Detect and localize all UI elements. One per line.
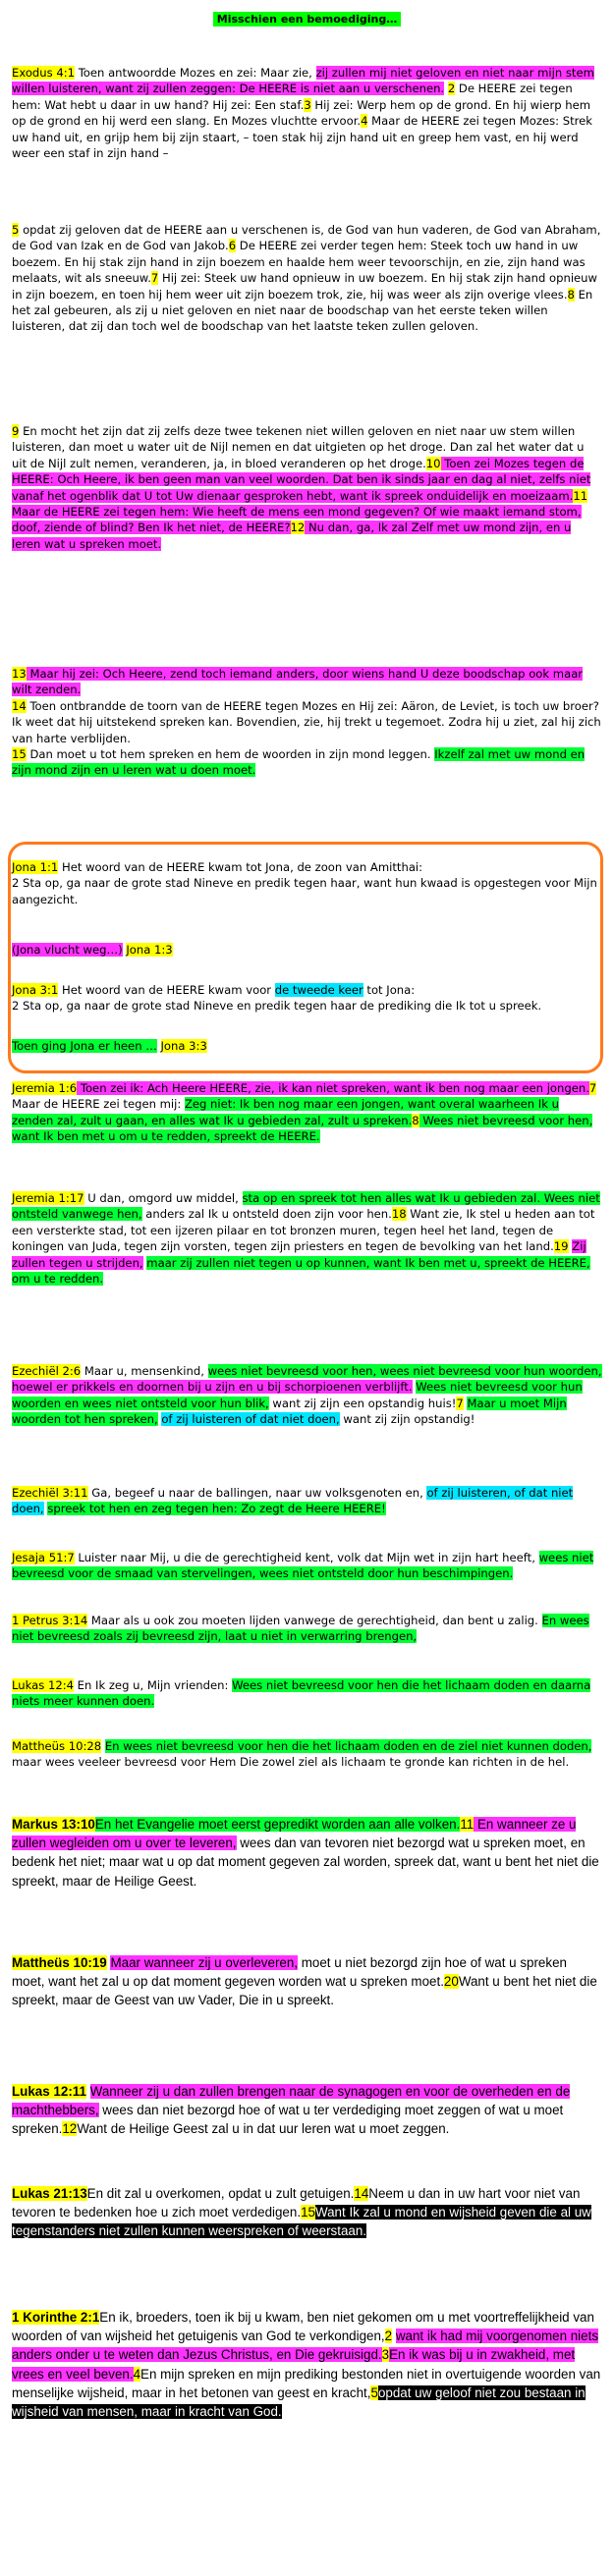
verse-text: En Ik zeg u, Mijn vrienden: [73,1678,233,1692]
highlighted-text: Wees niet bevreesd voor hen die het lichaam doden en daarna niets meer kunnen doen. [12,1678,591,1709]
highlighted-text: Maar wanneer zij u overleveren, [110,1955,299,1970]
highlighted-text: 12 [62,2121,78,2137]
verse-text: 2 Sta op, ga naar de grote stad Nineve en predik tegen haar, want hun kwaad is opgestegen voor Mijn aangezicht. [12,876,597,906]
highlighted-text: Jeremia 1:6 [12,1081,78,1095]
highlighted-text: 1 Korinthe 2:1 [12,2310,100,2325]
highlighted-text: sta op en spreek tot hen alles wat Ik u gebieden zal. Wees niet ontsteld vanwege hen, [12,1191,600,1222]
highlighted-text: 4 [133,2366,141,2382]
highlighted-text: wees niet bevreesd voor de smaad van stervelingen, wees niet ontsteld door hun beschimpingen. [12,1551,594,1581]
highlighted-text: 15 [12,747,27,762]
verse-block [12,1815,602,1891]
verse-block [12,1677,602,1710]
verse-text: maar wees veeleer bevreesd voor Hem Die zowel ziel als lichaam te gronde kan richten in de hel. [12,1755,570,1770]
verse-text: Want zie, Ik stel u heden aan tot een versterkte stad, tot een ijzeren pilaar en tot bronzen muren, tegen heel het land, tegen de koningen van Juda, tegen zijn vorsten, tegen zijn priesters en tegen de bevolking van het land. [12,1207,595,1254]
highlighted-text: Zeg niet: Ik ben nog maar een jongen, want overal waarheen Ik u zenden zal, zult u gaan, en alles wat Ik u gebieden zal, zult u spreken. [12,1097,559,1127]
highlighted-text: 7 [456,1396,464,1410]
highlighted-text: 14 [12,698,27,713]
page-title: Misschien een bemoediging… [213,12,401,27]
highlighted-text: 4 [361,114,368,129]
verse-text: Maar de HEERE zei tegen mij: [12,1097,185,1112]
highlighted-text: Maar hij zei: Och Heere, zend toch iemand anders, door wiens hand U deze boodschap ook maar wilt zenden. [12,667,584,697]
highlighted-text: 20 [443,1974,459,1990]
highlighted-text: 11 [573,488,588,503]
highlighted-text: Jona 1:1 [12,860,59,874]
verse-text: Toen ontbrandde de toorn van de HEERE tegen Mozes en Hij zei: Aäron, de Leviet, is toch uw broer? Ik weet dat hij uitstekend spreken kan. Bovendien, zie, hij trekt u tegemoet. Zodra hij u ziet, zal hij zich van harte verblijden. [12,698,601,745]
verse-block [12,666,602,779]
highlighted-text: zij zullen mij niet geloven en niet naar mijn stem willen luisteren, want zij zullen zeggen: De HEERE is niet aan u verschenen. [12,66,594,96]
verse-block [12,423,602,552]
verse-block [12,982,602,1014]
verse-text: want zij zijn opstandig! [339,1412,475,1427]
highlighted-text: 2 [447,82,456,96]
highlighted-text: 7 [150,271,159,286]
highlighted-text: Lukas 12:4 [12,1678,74,1692]
verse-text: En ik, broeders, toen ik bij u kwam, ben niet gekomen om u met voortreffelijkheid van woorden of van wijsheid het getuigenis van God te verkondigen, [12,2310,594,2344]
verse-text: Toen antwoordde Mozes en zei: Maar zie, [75,66,316,80]
verse-text: U dan, omgord uw middel, [84,1191,243,1205]
highlighted-text: Toen zei ik: Ach Heere HEERE, zie, ik kan niet spreken, want ik ben nog maar een jongen. [77,1081,589,1095]
verse-text: En mijn spreken en mijn prediking bestonden niet in overtuigende woorden van menselijke wijsheid, maar in het betonen van geest en kracht, [12,2366,601,2400]
highlighted-text: de tweede keer [274,983,363,997]
highlighted-text: want ik had mij voorgenomen niets anders onder u te weten dan Jezus Christus, en Die gekruisigd. [12,2329,599,2363]
verse-text: 2 Sta op, ga naar de grote stad Nineve en predik tegen haar de prediking die Ik tot u spreek. [12,999,542,1014]
verse-text: want zij zijn een opstandig huis! [268,1396,457,1410]
highlighted-text: 5 [370,2384,378,2400]
highlighted-text: Wees niet bevreesd voor hen, want Ik ben met u om u te redden, spreekt de HEERE. [12,1113,593,1144]
verse-text: Want de Heilige Geest zal u in dat uur leren wat u moet zeggen. [77,2121,450,2137]
highlighted-text: Markus 13:10 [12,1817,95,1832]
verse-block [12,1738,602,1771]
highlighted-text: Toen zei Mozes tegen de HEERE: Och Heere, ik ben geen man van veel woorden. Dat ben ik sinds jaar en dag al niet, zelfs niet vanaf het ogenblik dat U tot Uw dienaar gesproken hebt, want ik spreek onduidelijk en moeizaam. [12,456,591,503]
verse-block [12,1613,602,1645]
highlighted-text: 8 [567,287,575,301]
highlighted-text: hoewel er prikkels en doornen bij u zijn en u bij schorpioenen verblijft. [12,1380,413,1395]
highlighted-text: Jona 1:3 [126,943,173,957]
highlighted-text: 12 [290,521,306,535]
highlighted-text: En wees niet bevreesd zoals zij bevreesd zijn, laat u niet in verwarring brengen, [12,1614,589,1644]
verse-text: Ga, begeef u naar de ballingen, naar uw volksgenoten en, [87,1486,427,1500]
highlighted-text: 3 [304,97,311,112]
verse-text: Het woord van de HEERE kwam voor [58,983,275,997]
highlighted-text: Jesaja 51:7 [12,1551,75,1564]
title-row [12,0,602,41]
highlighted-text: 5 [12,223,20,237]
highlighted-text: Lukas 21:13 [12,2186,87,2201]
highlighted-text: spreek tot hen en zeg tegen hen: Zo zegt de Heere HEERE! [47,1502,386,1516]
verse-text: Dan moet u tot hem spreken en hem de woorden in zijn mond leggen. [26,747,435,762]
highlighted-text: Mattheüs 10:28 [12,1739,102,1753]
verse-block [12,65,602,161]
verse-text: Maar als u ook zou moeten lijden vanwege de gerechtigheid, dan bent u zalig. [87,1614,542,1627]
verse-block [12,1363,602,1428]
highlighted-text: 8 [412,1113,419,1127]
highlighted-text: Mattheüs 10:19 [12,1955,107,1970]
highlighted-text: Want Ik zal u mond en wijsheid geven die al uw tegenstanders niet zullen kunnen weerspreken of weerstaan. [12,2205,591,2239]
highlighted-text: En wees niet bevreesd voor hen die het lichaam doden en de ziel niet kunnen doden, [104,1739,592,1753]
highlighted-text: 19 [553,1239,569,1254]
highlighted-text: maar zij zullen niet tegen u op kunnen, want Ik ben met u, spreekt de HEERE, om u te redden. [12,1255,590,1287]
verse-block [12,2184,602,2241]
highlighted-text: En wanneer ze u zullen wegleiden om u over te leveren, [12,1817,577,1851]
highlighted-text: Exodus 4:1 [12,66,76,80]
verse-text: Luister naar Mij, u die de gerechtigheid kent, volk dat Mijn wet in zijn hart heeft, [74,1551,539,1564]
verse-block [12,2082,602,2139]
verse-block [12,942,602,958]
highlighted-text: 3 [381,2347,390,2363]
highlighted-text: Zij zullen tegen u strijden, [12,1239,586,1270]
highlighted-text: 10 [425,456,441,470]
verse-text: Neem u dan in uw hart voor niet van tevoren te bedenken hoe u zich moet verdedigen. [12,2186,581,2220]
highlighted-text: 1 Petrus 3:14 [12,1614,88,1627]
highlighted-text: Maar u moet Mijn woorden tot hen spreken, [12,1396,567,1427]
highlighted-text: 15 [301,2205,315,2220]
highlighted-text: of zij luisteren of dat niet doen, [161,1412,340,1427]
highlighted-text: Jeremia 1:17 [12,1191,84,1205]
verse-text: De HEERE zei verder tegen hem: Steek toch uw hand in uw boezem. En hij stak zijn hand in zijn boezem en haalde hem weer tevoorschijn, en zie, zijn hand was melaats, wit als sneeuw. [12,239,586,286]
highlighted-text: Maar de HEERE zei tegen hem: Wie heeft de mens een mond gegeven? Of wie maakt iemand stom, doof, ziende of blind? Ben Ik het niet, de HEERE? [12,505,582,535]
verse-text: Hij zei: Werp hem op de grond. En hij wierp hem op de grond en hij werd een slang. En Mozes vluchtte ervoor. [12,97,591,129]
verse-text: En het zal gebeuren, als zij u niet geloven en niet naar de boodschap van het eerste teken willen luisteren, dat zij dan toch wel de boodschap van het laatste teken zullen geloven. [12,287,593,334]
highlighted-text: Ikzelf zal met uw mond en zijn mond zijn en u leren wat u doen moet. [12,747,586,778]
document [12,0,602,2420]
highlighted-text: (Jona vlucht weg…) [12,943,123,957]
verse-block [12,222,602,335]
verse-text: tot Jona: [363,983,416,997]
verse-text: anders zal Ik u ontsteld doen zijn voor hen. [141,1207,392,1222]
highlighted-text: 9 [12,424,20,438]
highlighted-text: 14 [354,2186,369,2201]
verse-text [157,1039,161,1053]
verse-block [12,1485,602,1517]
verse-text: En mocht het zijn dat zij zelfs deze twee tekenen niet willen geloven en niet naar uw stem willen luisteren, dan moet u water uit de Nijl nemen en dat uitgieten op het droge. Dan zal het water dat u uit de Nijl zult nemen, veranderen, ja, in bloed veranderen op het droge. [12,424,585,470]
highlighted-text: 7 [588,1081,597,1095]
verse-text: wees dan van tevoren niet bezorgd wat u spreken moet, en bedenk het niet; maar wat u op dat moment gegeven zal worden, spreek dat, want u bent het niet die spreekt, maar de Heilige Geest. [12,1836,599,1889]
verse-block [12,1953,602,2010]
highlighted-text: opdat uw geloof niet zou bestaan in wijsheid van mensen, maar in kracht van God. [12,2384,586,2420]
highlighted-text: 2 [384,2329,393,2344]
verse-block [12,2308,602,2421]
verse-block [12,1038,602,1054]
highlighted-text: Ezechiël 3:11 [12,1486,88,1500]
highlighted-text: Nu dan, ga, Ik zal Zelf met uw mond zijn, en u leren wat u spreken moet. [12,521,572,551]
verse-text: Maar u, mensenkind, [81,1364,208,1378]
verse-text: Hij zei: Steek uw hand opnieuw in uw boezem. En hij stak zijn hand opnieuw in zijn boezem, en toen hij hem weer uit zijn boezem trok, zie, hij was weer als zijn overige vlees. [12,271,598,301]
highlighted-text: 13 [12,667,27,681]
verse-text: De HEERE zei tegen hem: Wat hebt u daar in uw hand? Hij zei: Een staf. [12,82,573,112]
highlighted-text: 11 [460,1817,474,1832]
verse-text: Want u bent het niet die spreekt, maar de Geest van uw Vader, Die in u spreekt. [12,1974,597,2008]
highlighted-text: 6 [228,239,237,253]
verse-text: Maar de HEERE zei tegen Mozes: Strek uw hand uit, en grijp hem bij zijn staart, – toen stak hij zijn hand uit en greep hem vast, en hij werd weer een staf in zijn hand – [12,114,592,161]
highlighted-text: Wees niet bevreesd voor hun woorden en wees niet ontsteld voor hun blik, [12,1380,583,1410]
verse-block [12,859,602,907]
verse-block [12,1190,602,1287]
verse-text: moet u niet bezorgd zijn hoe of wat u spreken moet, want het zal u op dat moment gegeven worden wat u spreken moet. [12,1955,567,1990]
verse-block [12,1080,602,1145]
verse-text: wees dan niet bezorgd hoe of wat u ter verdediging moet zeggen of wat u moet spreken. [12,2103,564,2137]
highlighted-text: wees niet bevreesd voor hen, wees niet bevreesd voor hun woorden, [207,1364,602,1378]
highlighted-text: Ezechiël 2:6 [12,1364,82,1378]
highlighted-text: En het Evangelie moet eerst gepredikt worden aan alle volken. [94,1817,461,1832]
highlighted-text: 18 [391,1207,407,1222]
highlighted-text: Wanneer zij u dan zullen brengen naar de synagogen en voor de overheden en de machthebbers, [12,2084,571,2118]
highlighted-text: Toen ging Jona er heen … [12,1039,157,1053]
highlighted-text: Jona 3:3 [160,1039,207,1053]
highlighted-text: En ik was bij u in zwakheid, met vrees en veel beven. [12,2347,576,2382]
verse-text: En dit zal u overkomen, opdat u zult getuigen. [86,2186,355,2201]
highlighted-text: Lukas 12:11 [12,2084,86,2099]
verse-text: opdat zij geloven dat de HEERE aan u verschenen is, de God van hun vaderen, de God van Abraham, de God van Izak en de God van Jakob. [12,223,601,253]
verse-block [12,1550,602,1582]
highlighted-text: Jona 3:1 [12,983,59,997]
highlighted-text: of zij luisteren, of dat niet doen, [12,1486,574,1516]
verse-text: Het woord van de HEERE kwam tot Jona, de zoon van Amitthai: [58,860,423,874]
